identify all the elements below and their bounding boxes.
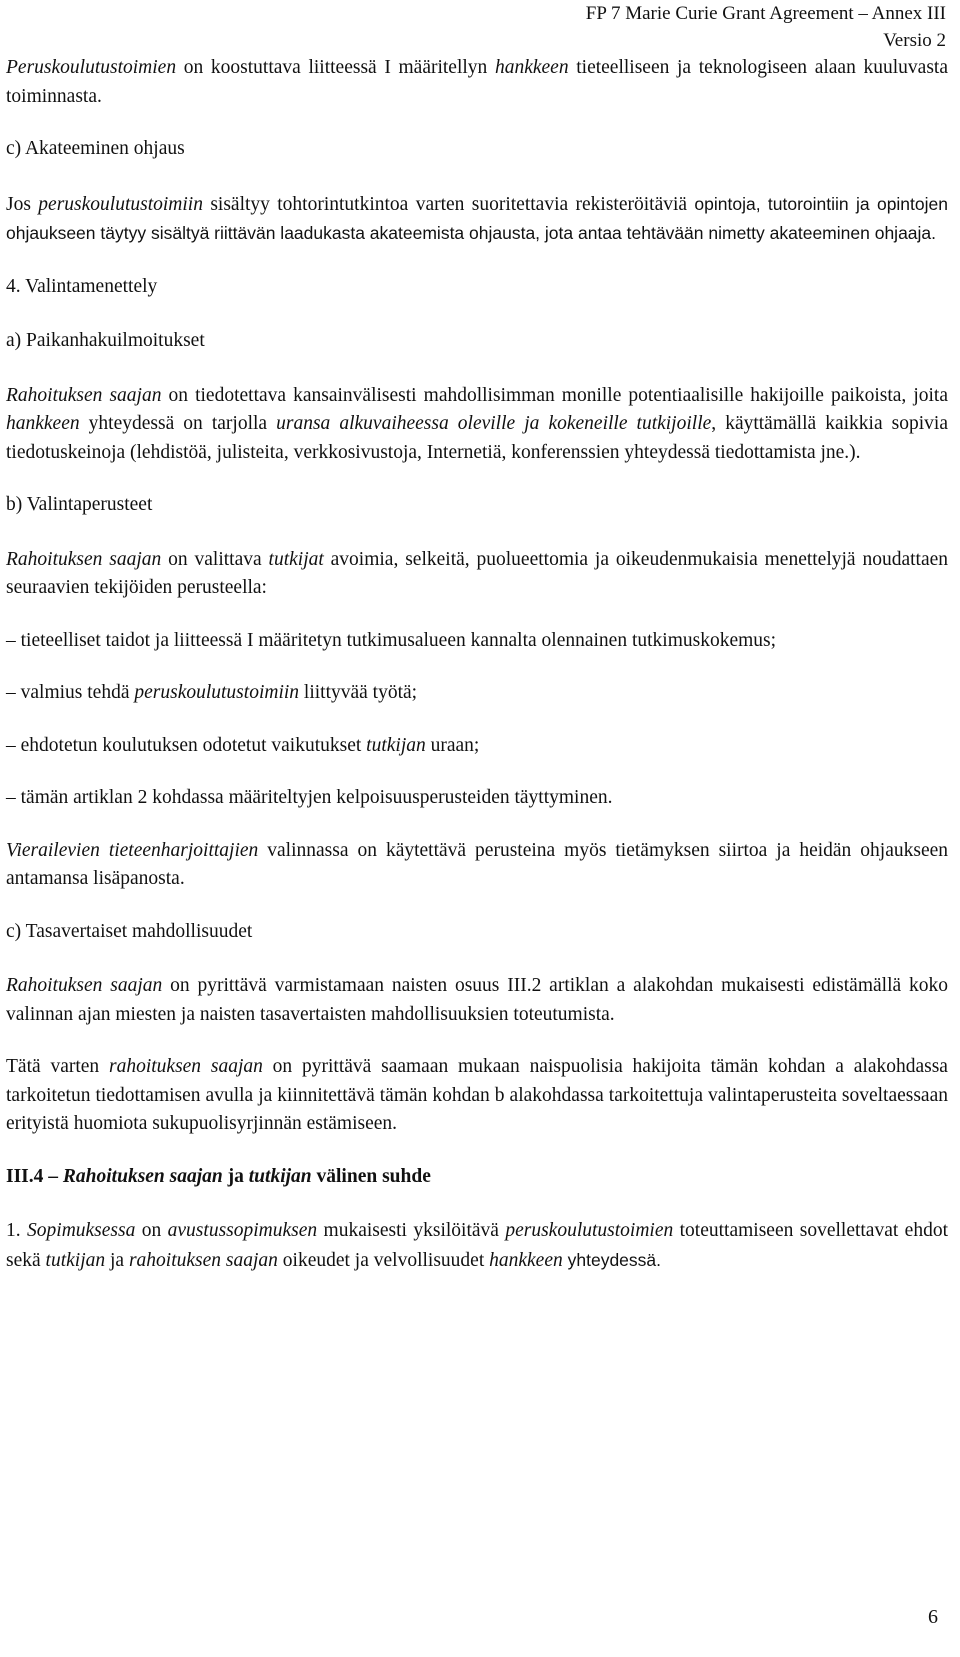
text-span: Jos (6, 193, 39, 215)
term-researcher: tutkijan (366, 734, 426, 756)
text-span: sisältyy tohtorintutkintoa varten suoritettavia rekisteröitäviä (202, 193, 695, 215)
term-beneficiary: Rahoituksen saajan (62, 1165, 223, 1187)
paragraph-training-activities (6, 54, 948, 111)
text-span: ja (222, 1165, 249, 1187)
header-version: Versio 2 (883, 30, 946, 51)
text-span: yhteydessä on tarjolla (79, 413, 277, 434)
text-span: ja (105, 1249, 129, 1271)
heading-selection-procedure: 4. Valintamenettely (6, 275, 158, 297)
term-project: hankkeen (6, 413, 80, 434)
criteria-item (6, 679, 948, 708)
document-body (6, 54, 948, 1299)
text-span: Tätä varten (6, 1056, 109, 1077)
term-researcher: tutkijan (45, 1249, 106, 1271)
text-span: on koostuttava liitteessä I määritellyn (176, 57, 495, 78)
criteria-item: – tieteelliset taidot ja liitteessä I määritetyn tutkimusalueen kannalta olennainen tutkimuskokemus; (6, 629, 777, 651)
term-project: hankkeen (494, 57, 569, 78)
text-span: on tiedotettava kansainvälisesti mahdollisimman monille potentiaalisille hakijoille paikoista, joita (161, 384, 948, 406)
header-title: FP 7 Marie Curie Grant Agreement – Annex III (585, 3, 946, 24)
term-beneficiary: rahoituksen saajan (108, 1056, 263, 1077)
heading-academic-supervision: c) Akateeminen ohjaus (6, 138, 185, 159)
text-span: tieteelliseen ja teknologiseen alaan kuuluvasta toiminnasta. (6, 57, 948, 107)
term-beneficiary: Rahoituksen saajan (6, 548, 162, 570)
heading-vacancy-notices: a) Paikanhakuilmoitukset (6, 330, 205, 351)
text-span-sans: yhteydessä. (562, 1249, 661, 1270)
heading-selection-criteria: b) Valintaperusteet (6, 494, 153, 515)
term-beneficiary: Rahoituksen saajan (6, 975, 163, 996)
page-number: 6 (928, 1605, 938, 1628)
text-span: valinnassa on käytettävä perusteina myös tietämyksen siirtoa ja heidän ohjaukseen antamansa lisäpanosta. (6, 839, 949, 889)
text-span: 1. (6, 1220, 28, 1241)
text-span: – ehdotetun koulutuksen odotetut vaikutukset (6, 734, 367, 756)
term-researchers: tutkijat (268, 548, 324, 570)
heading-equal-opportunities: c) Tasavertaiset mahdollisuudet (6, 920, 253, 942)
text-span: liittyvää työtä; (299, 682, 418, 703)
text-span-sans: opintoja, tutorointiin ja opintojen ohjaukseen täytyy sisältyä riittävän laadukasta akateemista ohjausta, jota antaa tehtävään nimetty akateeminen ohjaaja. (6, 193, 948, 243)
text-span: mukaisesti yksilöitävä (317, 1220, 506, 1241)
paragraph-female-candidates (6, 1053, 948, 1139)
term-training-activities: Peruskoulutustoimien (6, 57, 177, 78)
criteria-item: – tämän artiklan 2 kohdassa määriteltyjen kelpoisuusperusteiden täyttyminen. (6, 787, 613, 808)
term-training-activities: peruskoulutustoimiin (134, 682, 300, 703)
term-contract: Sopimuksessa (27, 1220, 136, 1241)
term-researchers: uransa alkuvaiheessa oleville ja kokeneille tutkijoille (276, 413, 712, 434)
paragraph-academic-supervision (6, 190, 948, 249)
text-span: oikeudet ja velvollisuudet (277, 1249, 490, 1271)
paragraph-contract-terms (6, 1217, 948, 1275)
term-beneficiary: rahoituksen saajan (128, 1249, 278, 1271)
text-span: , käyttämällä kaikkia sopivia tiedotuskeinoja (lehdistöä, julisteita, verkkosivustoja, Internetiä, konferenssien yhteydessä tiedottamista jne.). (6, 413, 948, 463)
heading-article-iii-4 (6, 1163, 948, 1192)
text-span: välinen suhde (311, 1165, 431, 1187)
paragraph-equal-opportunities (6, 972, 948, 1029)
text-span: on pyrittävä varmistamaan naisten osuus III.2 artiklan a alakohdan mukaisesti edistämällä koko valinnan ajan miesten ja naisten tasavertaisten mahdollisuuksien toteutumista. (6, 975, 949, 1025)
text-span: III.4 – (6, 1165, 63, 1187)
term-project: hankkeen (489, 1249, 563, 1271)
paragraph-vacancy-notices (6, 382, 948, 468)
criteria-item (6, 732, 948, 761)
text-span: toteuttamiseen sovellettavat ehdot sekä (6, 1220, 949, 1271)
term-training-activities: peruskoulutustoimiin (38, 193, 203, 215)
text-span: on pyrittävä saamaan mukaan naispuolisia hakijoita tämän kohdan a alakohdassa tarkoitetun tiedottamisen avulla ja kiinnitettävä tämän kohdan b alakohdassa tarkoitettuja valintaperusteita soveltaessaan erityistä huomiota sukupuolisyrjinnän estämiseen. (6, 1056, 948, 1134)
text-span: avoimia, selkeitä, puolueettomia ja oikeudenmukaisia menettelyjä noudattaen seuraavien tekijöiden perusteella: (6, 548, 949, 598)
text-span: on (135, 1220, 168, 1241)
page-header (586, 0, 946, 54)
term-researcher: tutkijan (248, 1165, 312, 1187)
paragraph-visiting-scientists (6, 837, 948, 894)
term-visiting-scientists: Vierailevien tieteenharjoittajien (6, 839, 259, 861)
term-grant-agreement: avustussopimuksen (167, 1220, 318, 1241)
text-span: – valmius tehdä (6, 682, 135, 703)
term-beneficiary: Rahoituksen saajan (6, 384, 162, 406)
term-training-activities: peruskoulutustoimien (505, 1220, 674, 1241)
paragraph-selection-criteria (6, 546, 948, 603)
text-span: on valittava (161, 548, 269, 570)
text-span: uraan; (425, 734, 480, 756)
